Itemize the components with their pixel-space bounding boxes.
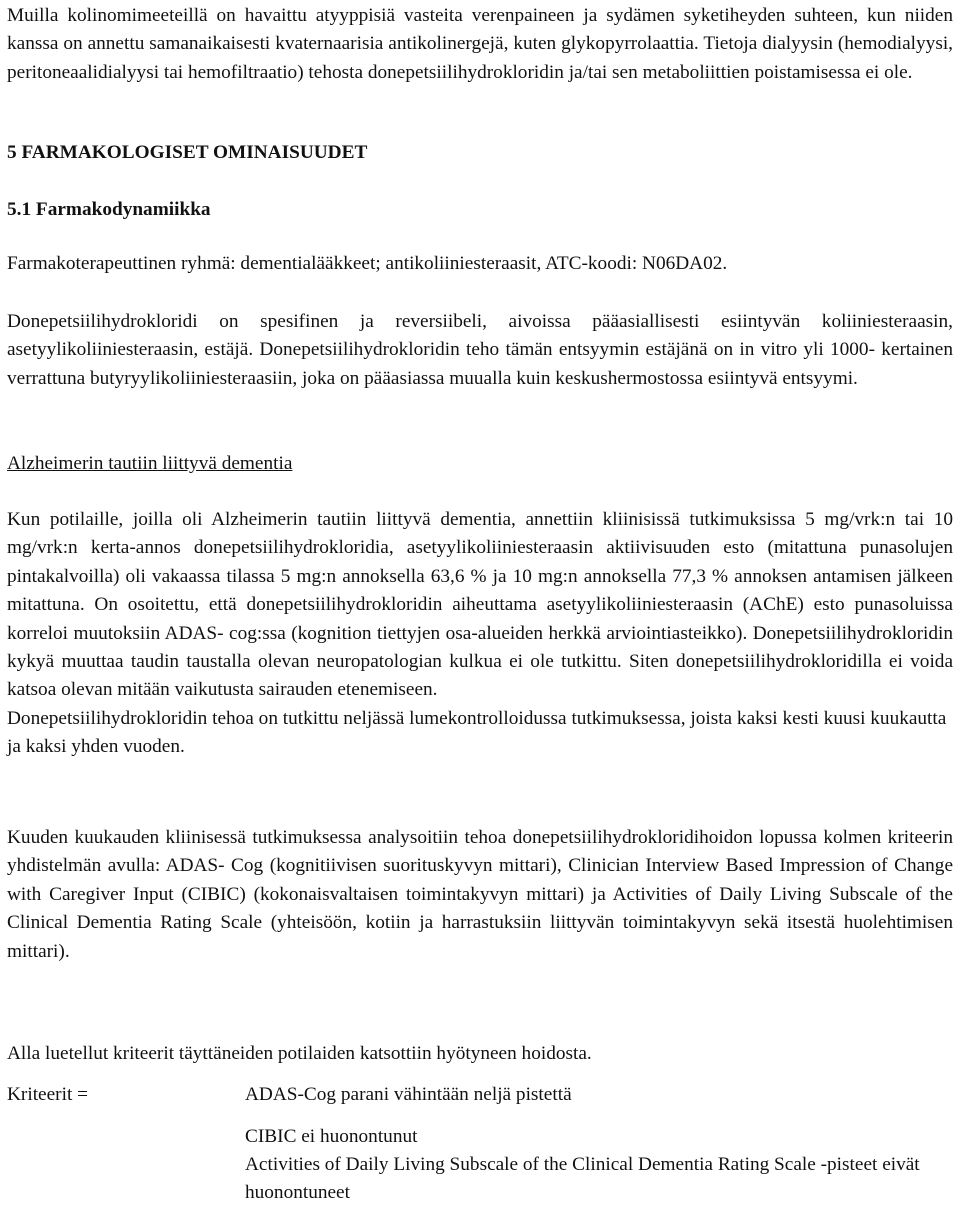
intro-paragraph: Muilla kolinomimeeteillä on havaittu atyyppisiä vasteita verenpaineen ja sydämen syketiheyden suhteen, kun niiden kanssa on annettu samanaikaisesti kvaternaarisia antikolinergejä, kuten glykopyrrolaattia. Tietoja dialyysin (hemodialyysi, peritoneaalidialyysi tai hemofiltraatio) tehosta donepetsiilihydrokloridin ja/tai sen metaboliittien poistamisessa ei ole. bbox=[7, 5, 953, 83]
responders-sentence: Alla luetellut kriteerit täyttäneiden potilaiden katsottiin hyötyneen hoidosta. bbox=[7, 1043, 592, 1064]
criteria-label: Kriteerit = bbox=[7, 1084, 89, 1105]
criterion-item: Activities of Daily Living Subscale of the Clinical Dementia Rating Scale -pisteet eivät huonontuneet bbox=[245, 1154, 920, 1204]
six-month-paragraph: Kuuden kuukauden kliinisessä tutkimuksessa analysoitiin tehoa donepetsiilihydrokloridihoidon lopussa kolmen kriteerin yhdistelmän avulla: ADAS- Cog (kognitiivisen suorituskyvyn mittari), Clinician Interview Based Impression of Change with Caregiver Input (CIBIC) (kokonaisvaltaisen toimintakyvyn mittari) ja Activities of Daily Living Subscale of the Clinical Dementia Rating Scale (yhteisöön, kotiin ja harrastuksiin liittyvän toimintakyvyn sekä itsestä huolehtimisen mittari). bbox=[7, 827, 953, 962]
section-heading: 5 FARMAKOLOGISET OMINAISUUDET bbox=[7, 142, 368, 163]
mechanism-paragraph: Donepetsiilihydrokloridi on spesifinen ja reversiibeli, aivoissa pääasiallisesti esiintyvän koliiniesteraasin, asetyylikoliiniesteraasin, estäjä. Donepetsiilihydrokloridin teho tämän entsyymin estäjänä on in vitro yli 1000- kertainen verrattuna butyryylikoliiniesteraasiin, joka on pääasiassa muualla kuin keskushermostossa esiintyvä entsyymi. bbox=[7, 311, 953, 389]
alzheimer-subheading: Alzheimerin tautiin liittyvä dementia bbox=[7, 453, 293, 474]
subsection-heading: 5.1 Farmakodynamiikka bbox=[7, 199, 211, 220]
studies-paragraph: Donepetsiilihydrokloridin tehoa on tutkittu neljässä lumekontrolloidussa tutkimuksessa, joista kaksi kesti kuusi kuukautta ja kaksi yhden vuoden. bbox=[7, 707, 947, 758]
alzheimer-paragraph: Kun potilaille, joilla oli Alzheimerin tautiin liittyvä dementia, annettiin kliinisissä tutkimuksissa 5 mg/vrk:n tai 10 mg/vrk:n kerta-annos donepetsiilihydrokloridia, asetyylikoliiniesteraasin aktiivisuuden esto (mitattuna punasolujen pintakalvoilla) oli vakaassa tilassa 5 mg:n annoksella 63,6 % ja 10 mg:n annoksella 77,3 % annoksen antamisen jälkeen mitattuna. On osoitettu, että donepetsiilihydrokloridin aiheuttama asetyylikoliiniesteraasin (AChE) esto punasoluissa korreloi muutoksiin ADAS- cog:ssa (kognition tiettyjen osa-alueiden herkkä arviointiasteikko). Donepetsiilihydrokloridin kykyä muuttaa taudin taustalla olevan neuropatologian kulkua ei ole tutkittu. Siten donepetsiilihydrokloridilla ei voida katsoa olevan mitään vaikutusta sairauden etenemiseen. bbox=[7, 509, 953, 701]
alzheimer-block bbox=[7, 506, 953, 762]
criterion-item: ADAS-Cog parani vähintään neljä pistettä bbox=[245, 1084, 572, 1105]
criterion-item: CIBIC ei huonontunut bbox=[245, 1126, 418, 1147]
atc-line: Farmakoterapeuttinen ryhmä: dementialääkkeet; antikoliiniesteraasit, ATC-koodi: N06DA02. bbox=[7, 253, 728, 274]
